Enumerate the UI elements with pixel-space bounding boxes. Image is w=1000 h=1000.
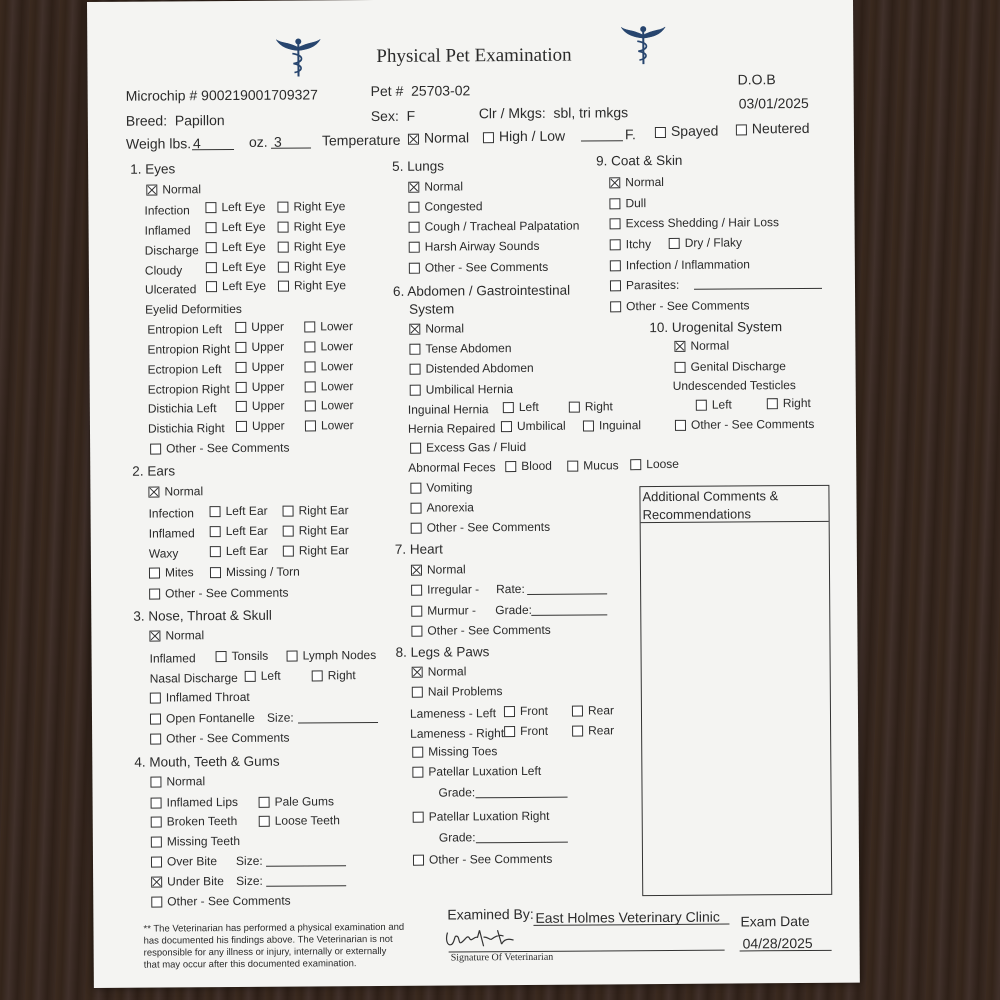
- ears-other-option: Other - See Comments: [149, 586, 288, 601]
- feces-blood-option: Blood: [505, 459, 552, 473]
- repaired-inguinal-option: Inguinal: [583, 418, 641, 432]
- lungs-congested-option: Congested: [408, 199, 482, 214]
- signature-label: Signature Of Veterinarian: [450, 951, 554, 964]
- eyes-ulcerated-left: Left Eye: [206, 279, 266, 293]
- coat-dull-option: Dull: [609, 196, 646, 210]
- checkbox[interactable]: [283, 546, 294, 557]
- checkbox[interactable]: [630, 459, 641, 470]
- missing-teeth-option: Missing Teeth: [151, 834, 240, 849]
- breed-value: Papillon: [174, 112, 225, 129]
- eyes-infection-right: Right Eye: [277, 199, 345, 213]
- checkbox[interactable]: [567, 461, 578, 472]
- inguinal-right-option: Right: [569, 399, 613, 413]
- checkbox[interactable]: [149, 568, 160, 579]
- ears-right: Right Ear: [283, 523, 349, 537]
- checkbox[interactable]: [278, 222, 289, 233]
- checkbox[interactable]: [696, 400, 707, 411]
- uro-normal-checkbox[interactable]: [674, 341, 685, 352]
- eyelid-row-label: Distichia Right: [147, 421, 225, 436]
- nose-heading: 3. Nose, Throat & Skull: [133, 607, 272, 624]
- checkbox[interactable]: [149, 589, 160, 600]
- checkbox[interactable]: [767, 398, 778, 409]
- checkbox[interactable]: [259, 797, 270, 808]
- ears-row-label: Inflamed: [148, 526, 195, 541]
- mouth-normal-option: Normal: [150, 774, 205, 788]
- over-bite-size-label: Size:: [235, 853, 263, 868]
- patellar-right-option: Patellar Luxation Right: [413, 809, 550, 824]
- ears-normal-option: Normal: [148, 484, 203, 498]
- eyes-row-label: Discharge: [144, 243, 199, 258]
- lungs-other-option: Other - See Comments: [409, 260, 548, 275]
- checkbox[interactable]: [312, 670, 323, 681]
- comments-title: Additional Comments &: [642, 488, 779, 505]
- feces-loose-option: Loose: [630, 457, 679, 471]
- eyes-cloudy-right: Right Eye: [278, 259, 346, 273]
- irregular-option: Irregular -: [411, 582, 479, 596]
- checkbox[interactable]: [151, 836, 162, 847]
- ears-left: Left Ear: [210, 544, 268, 558]
- checkbox[interactable]: [245, 671, 256, 682]
- lameness-left-rear: Rear: [572, 703, 614, 717]
- temp-high-low-checkbox[interactable]: [483, 132, 494, 143]
- checkbox[interactable]: [569, 402, 580, 413]
- eyes-infection-left: Left Eye: [205, 200, 265, 214]
- nose-tonsils-option: Tonsils: [216, 649, 269, 663]
- checkbox[interactable]: [609, 198, 620, 209]
- checkbox[interactable]: [411, 523, 422, 534]
- abdomen-normal-checkbox[interactable]: [409, 324, 420, 335]
- checkbox[interactable]: [411, 585, 422, 596]
- coat-heading: 9. Coat & Skin: [596, 152, 683, 169]
- exam-date-line: [740, 950, 832, 952]
- eyelid-lower: Lower: [305, 398, 354, 412]
- patellar-left-option: Patellar Luxation Left: [412, 764, 541, 779]
- ears-row-label: Waxy: [148, 546, 179, 561]
- heart-heading: 7. Heart: [394, 541, 443, 557]
- neutered-option: Neutered: [736, 120, 810, 137]
- inguinal-left-option: Left: [503, 400, 539, 414]
- checkbox[interactable]: [235, 342, 246, 353]
- checkbox[interactable]: [412, 767, 423, 778]
- testicle-left-option: Left: [696, 398, 732, 412]
- eyelid-lower: Lower: [305, 359, 354, 373]
- eyelid-upper: Upper: [236, 399, 285, 413]
- checkbox[interactable]: [408, 202, 419, 213]
- excess-shedding-option: Excess Shedding / Hair Loss: [610, 215, 780, 230]
- infection-inflammation-option: Infection / Inflammation: [610, 257, 750, 272]
- checkbox[interactable]: [210, 546, 221, 557]
- checkbox[interactable]: [205, 202, 216, 213]
- weight-lbs-line: [192, 149, 234, 150]
- eyelid-row-label: Entropion Left: [147, 322, 223, 337]
- broken-teeth-option: Broken Teeth: [151, 814, 238, 829]
- vomiting-option: Vomiting: [410, 480, 472, 494]
- patellar-left-grade-label: Grade:: [438, 785, 476, 800]
- temperature-line: [581, 140, 623, 141]
- checkbox[interactable]: [210, 567, 221, 578]
- spayed-checkbox[interactable]: [655, 127, 666, 138]
- distended-abdomen-option: Distended Abdomen: [410, 361, 534, 376]
- eyes-row-label: Ulcerated: [144, 282, 197, 297]
- lameness-right-front: Front: [504, 724, 548, 738]
- checkbox[interactable]: [675, 362, 686, 373]
- lungs-harsh-option: Harsh Airway Sounds: [409, 239, 540, 254]
- ears-heading: 2. Ears: [132, 463, 176, 479]
- checkbox[interactable]: [150, 693, 161, 704]
- checkbox[interactable]: [278, 281, 289, 292]
- patellar-right-grade-label: Grade:: [438, 830, 476, 845]
- nose-normal-checkbox[interactable]: [149, 631, 160, 642]
- checkbox[interactable]: [151, 896, 162, 907]
- eyelid-upper: Upper: [236, 360, 285, 374]
- caduceus-logo-left-icon: [275, 37, 321, 77]
- checkbox[interactable]: [413, 812, 424, 823]
- eyelid-upper: Upper: [235, 340, 284, 354]
- abdomen-heading: 6. Abdomen / Gastrointestinal: [392, 282, 571, 299]
- loose-teeth-option: Loose Teeth: [259, 813, 340, 828]
- checkbox[interactable]: [583, 420, 594, 431]
- checkbox[interactable]: [150, 734, 161, 745]
- ears-right: Right Ear: [283, 503, 349, 517]
- lameness-right-label: Lameness - Right: [410, 726, 505, 741]
- lameness-left-front: Front: [504, 704, 548, 718]
- parasites-line: [694, 288, 822, 290]
- checkbox[interactable]: [210, 506, 221, 517]
- lungs-heading: 5. Lungs: [392, 158, 445, 174]
- checkbox[interactable]: [206, 222, 217, 233]
- comments-title-line2: Recommendations: [642, 506, 752, 523]
- lameness-right-rear: Rear: [572, 723, 614, 737]
- open-fontanelle-option: Open Fontanelle: [150, 711, 255, 726]
- checkbox[interactable]: [278, 262, 289, 273]
- checkbox[interactable]: [259, 816, 270, 827]
- exam-date-value: 04/28/2025: [742, 934, 813, 952]
- eyelid-row-label: Ectropion Right: [147, 382, 230, 397]
- checkbox[interactable]: [210, 526, 221, 537]
- checkbox[interactable]: [304, 341, 315, 352]
- excess-gas-option: Excess Gas / Fluid: [410, 440, 526, 455]
- checkbox[interactable]: [150, 443, 161, 454]
- rate-line: [527, 593, 607, 595]
- lungs-cough-option: Cough / Tracheal Palpatation: [409, 219, 580, 234]
- checkbox[interactable]: [669, 238, 680, 249]
- nail-problems-option: Nail Problems: [412, 684, 503, 699]
- nose-lymph-option: Lymph Nodes: [287, 648, 377, 663]
- lungs-normal-option: Normal: [408, 179, 463, 193]
- neutered-checkbox[interactable]: [736, 124, 747, 135]
- hernia-repaired-label: Hernia Repaired: [407, 421, 496, 436]
- coat-normal-checkbox[interactable]: [609, 177, 620, 188]
- abnormal-feces-label: Abnormal Feces: [408, 460, 496, 475]
- checkbox[interactable]: [410, 364, 421, 375]
- checkbox[interactable]: [610, 260, 621, 271]
- comments-box[interactable]: [639, 485, 832, 896]
- inflamed-lips-option: Inflamed Lips: [151, 795, 238, 810]
- over-bite-size-line: [266, 865, 346, 867]
- caduceus-logo-right-icon: [620, 25, 666, 65]
- patellar-left-grade-line: [476, 797, 568, 799]
- disclaimer-text: ** The Veterinarian has performed a physical examination and has documented his findings above. The Veterinarian is not responsible for any illness or injury, internally or externally that may occur after this documented examination.: [143, 921, 405, 971]
- eyelid-deformities-label: Eyelid Deformities: [145, 301, 242, 317]
- nose-normal-option: Normal: [149, 628, 204, 642]
- checkbox[interactable]: [610, 239, 621, 250]
- weight-oz-line: [271, 147, 311, 148]
- eyes-inflamed-right: Right Eye: [278, 219, 346, 233]
- eyelid-lower: Lower: [305, 379, 354, 393]
- legs-normal-checkbox[interactable]: [412, 667, 423, 678]
- legs-other-option: Other - See Comments: [413, 852, 552, 867]
- under-bite-option: Under Bite: [151, 874, 224, 889]
- lungs-normal-checkbox[interactable]: [408, 182, 419, 193]
- checkbox[interactable]: [409, 344, 420, 355]
- checkbox[interactable]: [675, 420, 686, 431]
- inguinal-hernia-label: Inguinal Hernia: [407, 402, 489, 417]
- checkbox[interactable]: [305, 420, 316, 431]
- inflamed-throat-option: Inflamed Throat: [150, 690, 250, 705]
- checkbox[interactable]: [505, 461, 516, 472]
- examined-by-value: East Holmes Veterinary Clinic: [535, 908, 720, 926]
- checkbox[interactable]: [236, 362, 247, 373]
- urogenital-heading: 10. Urogenital System: [649, 319, 783, 336]
- eyelid-lower: Lower: [305, 418, 354, 432]
- checkbox[interactable]: [572, 706, 583, 717]
- eyes-discharge-left: Left Eye: [206, 240, 266, 254]
- checkbox[interactable]: [572, 726, 583, 737]
- color-markings-value: sbl, tri mkgs: [553, 104, 629, 121]
- checkbox[interactable]: [411, 626, 422, 637]
- checkbox[interactable]: [236, 401, 247, 412]
- eyelid-upper: Upper: [235, 320, 284, 334]
- checkbox[interactable]: [235, 322, 246, 333]
- eyes-row-label: Inflamed: [144, 223, 191, 238]
- checkbox[interactable]: [150, 714, 161, 725]
- genital-discharge-option: Genital Discharge: [675, 359, 786, 374]
- eyes-heading: 1. Eyes: [130, 161, 176, 177]
- eyelid-upper: Upper: [236, 380, 285, 394]
- eyelid-lower: Lower: [304, 339, 353, 353]
- checkbox[interactable]: [283, 506, 294, 517]
- grade-line: [531, 614, 607, 616]
- heart-normal-option: Normal: [411, 562, 466, 576]
- abdomen-normal-option: Normal: [409, 321, 464, 335]
- heart-normal-checkbox[interactable]: [411, 565, 422, 576]
- eyelid-lower: Lower: [304, 319, 353, 333]
- fahrenheit-label: F.: [624, 126, 636, 143]
- checkbox[interactable]: [501, 421, 512, 432]
- spayed-option: Spayed: [655, 123, 719, 139]
- sex-value: F: [406, 107, 416, 124]
- abdomen-heading-line2: System: [409, 301, 455, 317]
- eyes-row-label: Cloudy: [144, 263, 183, 278]
- form-title: Physical Pet Examination: [376, 44, 572, 67]
- sex-field: Sex: F: [370, 107, 416, 125]
- murmur-option: Murmur -: [411, 603, 476, 617]
- ears-left: Left Ear: [210, 504, 268, 518]
- color-markings-field: Clr / Mkgs: sbl, tri mkgs: [478, 104, 629, 122]
- microchip-value: 900219001709327: [201, 86, 318, 104]
- nasal-right-option: Right: [312, 668, 356, 682]
- checkbox[interactable]: [504, 706, 515, 717]
- checkbox[interactable]: [504, 726, 515, 737]
- checkbox[interactable]: [236, 421, 247, 432]
- dob-label: D.O.B: [737, 71, 776, 88]
- nasal-discharge-label: Nasal Discharge: [149, 670, 238, 686]
- pet-number-value: 25703-02: [411, 82, 471, 99]
- checkbox[interactable]: [150, 776, 161, 787]
- undescended-label: Undescended Testicles: [672, 378, 796, 393]
- checkbox[interactable]: [503, 402, 514, 413]
- veterinarian-signature-image: [443, 924, 523, 955]
- dob-value: 03/01/2025: [738, 94, 809, 112]
- legs-heading: 8. Legs & Paws: [395, 644, 490, 660]
- checkbox[interactable]: [305, 400, 316, 411]
- examined-by-label: Examined By:: [447, 905, 534, 923]
- checkbox[interactable]: [236, 382, 247, 393]
- checkbox[interactable]: [283, 526, 294, 537]
- temp-normal-option: Normal: [408, 129, 469, 145]
- mouth-heading: 4. Mouth, Teeth & Gums: [134, 753, 280, 770]
- checkbox[interactable]: [610, 280, 621, 291]
- pale-gums-option: Pale Gums: [259, 794, 334, 809]
- testicle-right-option: Right: [767, 396, 811, 410]
- missing-toes-option: Missing Toes: [412, 744, 497, 759]
- under-bite-checkbox[interactable]: [151, 876, 162, 887]
- eyes-discharge-right: Right Eye: [278, 239, 346, 253]
- checkbox[interactable]: [277, 202, 288, 213]
- weight-oz-value: 3: [273, 133, 282, 150]
- checkbox[interactable]: [410, 385, 421, 396]
- breed-field: Breed: Papillon: [125, 112, 225, 129]
- rate-label: Rate:: [496, 581, 525, 597]
- checkbox[interactable]: [305, 361, 316, 372]
- fontanelle-size-label: Size:: [266, 710, 294, 725]
- ears-left: Left Ear: [210, 524, 268, 538]
- checkbox[interactable]: [287, 651, 298, 662]
- checkbox[interactable]: [206, 281, 217, 292]
- itchy-option: Itchy: [610, 237, 651, 251]
- checkbox[interactable]: [412, 747, 423, 758]
- lameness-left-label: Lameness - Left: [409, 706, 497, 721]
- checkbox[interactable]: [411, 503, 422, 514]
- coat-other-option: Other - See Comments: [610, 298, 749, 313]
- ears-normal-checkbox[interactable]: [148, 487, 159, 498]
- checkbox[interactable]: [216, 651, 227, 662]
- anorexia-option: Anorexia: [410, 500, 473, 514]
- ears-row-label: Infection: [148, 506, 194, 521]
- checkbox[interactable]: [206, 242, 217, 253]
- heart-other-option: Other - See Comments: [411, 623, 550, 638]
- checkbox[interactable]: [412, 687, 423, 698]
- ears-mites-option: Mites: [149, 565, 194, 579]
- grade-label: Grade:: [495, 602, 532, 618]
- checkbox[interactable]: [411, 606, 422, 617]
- checkbox[interactable]: [610, 218, 621, 229]
- comments-separator: [641, 521, 829, 523]
- temp-normal-checkbox[interactable]: [408, 134, 419, 145]
- mouth-other-option: Other - See Comments: [151, 894, 290, 909]
- eyes-other-option: Other - See Comments: [150, 441, 289, 456]
- coat-normal-option: Normal: [609, 175, 664, 189]
- temp-high-low-option: High / Low: [483, 128, 565, 145]
- eyes-cloudy-left: Left Eye: [206, 260, 266, 274]
- checkbox[interactable]: [151, 797, 162, 808]
- eyelid-row-label: Ectropion Left: [147, 362, 222, 377]
- uro-normal-option: Normal: [674, 339, 729, 353]
- oz-label: oz.: [248, 133, 268, 150]
- pet-number-field: Pet # 25703-02: [370, 82, 471, 100]
- eyes-normal-option: Normal: [146, 182, 201, 196]
- ears-missing-option: Missing / Torn: [210, 565, 300, 580]
- checkbox[interactable]: [410, 443, 421, 454]
- temperature-label: Temperature: [321, 131, 401, 149]
- checkbox[interactable]: [278, 242, 289, 253]
- nose-other-option: Other - See Comments: [150, 731, 289, 746]
- uro-other-option: Other - See Comments: [675, 417, 814, 432]
- patellar-right-grade-line: [476, 842, 568, 844]
- ears-right: Right Ear: [283, 543, 349, 557]
- over-bite-option: Over Bite: [151, 854, 217, 868]
- parasites-option: Parasites:: [610, 278, 679, 292]
- eyes-ulcerated-right: Right Eye: [278, 278, 346, 292]
- abdomen-other-option: Other - See Comments: [411, 520, 550, 535]
- under-bite-size-label: Size:: [236, 873, 263, 888]
- checkbox[interactable]: [413, 855, 424, 866]
- checkbox[interactable]: [409, 242, 420, 253]
- exam-date-label: Exam Date: [740, 912, 810, 930]
- eyelid-upper: Upper: [236, 419, 285, 433]
- checkbox[interactable]: [151, 816, 162, 827]
- under-bite-size-line: [266, 885, 346, 887]
- checkbox[interactable]: [409, 222, 420, 233]
- tense-abdomen-option: Tense Abdomen: [409, 341, 511, 356]
- eyelid-row-label: Entropion Right: [147, 342, 231, 357]
- eyes-row-label: Infection: [144, 203, 190, 218]
- repaired-umbilical-option: Umbilical: [501, 419, 566, 433]
- legs-normal-option: Normal: [412, 664, 467, 678]
- checkbox[interactable]: [206, 262, 217, 273]
- fontanelle-size-line: [298, 722, 378, 724]
- feces-mucus-option: Mucus: [567, 458, 618, 472]
- eyes-inflamed-left: Left Eye: [206, 220, 266, 234]
- checkbox[interactable]: [151, 856, 162, 867]
- weight-label: Weigh lbs.: [125, 135, 192, 152]
- exam-form-paper: [87, 0, 860, 988]
- microchip-field: Microchip # 900219001709327: [125, 86, 318, 104]
- eyes-normal-checkbox[interactable]: [146, 185, 157, 196]
- eyelid-row-label: Distichia Left: [147, 401, 217, 416]
- checkbox[interactable]: [409, 263, 420, 274]
- checkbox[interactable]: [304, 321, 315, 332]
- nasal-left-option: Left: [245, 669, 281, 683]
- examined-by-line: [533, 924, 729, 926]
- umbilical-hernia-option: Umbilical Hernia: [410, 382, 513, 397]
- checkbox[interactable]: [305, 381, 316, 392]
- checkbox[interactable]: [410, 483, 421, 494]
- dry-flaky-option: Dry / Flaky: [669, 235, 742, 250]
- nose-inflamed-label: Inflamed: [149, 651, 196, 666]
- checkbox[interactable]: [610, 301, 621, 312]
- weight-lbs-value: 4: [192, 135, 201, 152]
